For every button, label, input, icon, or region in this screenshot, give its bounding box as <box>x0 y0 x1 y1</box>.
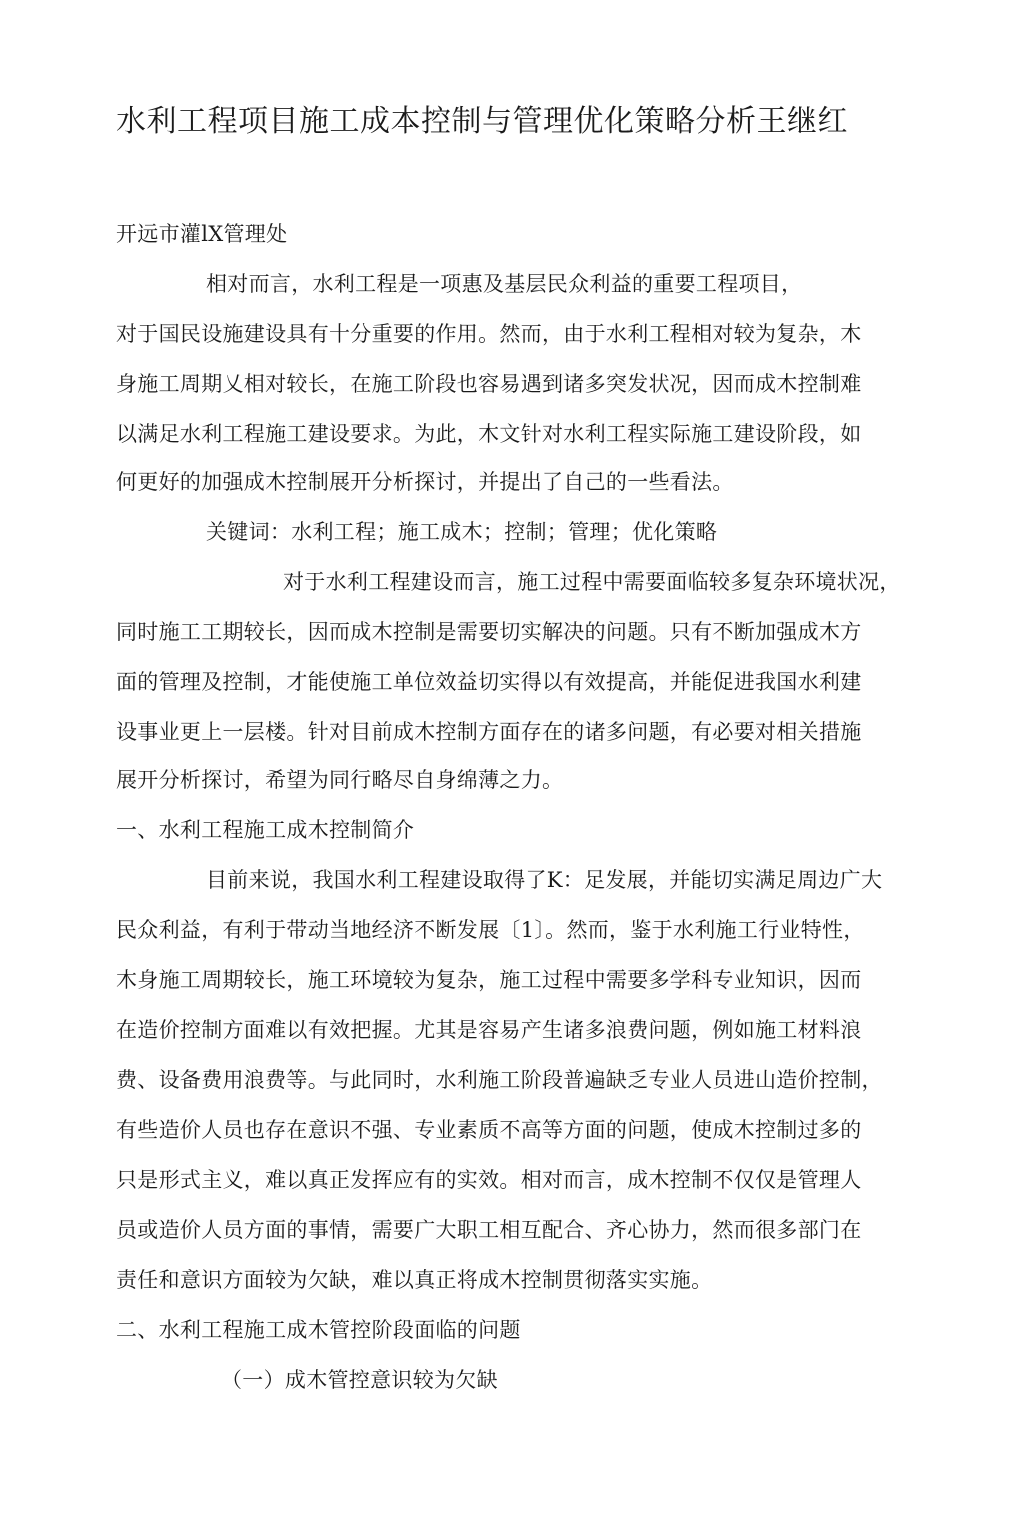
intro-line: 面的管理及控制，才能使施工单位效益切实得以有效提高，并能促进我国水利建 <box>116 670 862 694</box>
subsection-heading: （一）成木管控意识较为欠缺 <box>221 1368 498 1392</box>
affiliation: 开远市灌lX管理处 <box>116 222 288 246</box>
section1-line: 责任和意识方面较为欠缺，难以真正将成木控制贯彻落实实施。 <box>116 1268 713 1292</box>
section-heading: 一、水利工程施工成木控制简介 <box>116 818 415 842</box>
section1-line: 目前来说，我国水利工程建设取得了K：足发展，并能切实满足周边广大 <box>206 868 883 892</box>
section1-line: 民众利益，有利于带动当地经济不断发展〔1〕。然而，鉴于水利施工行业特性， <box>116 918 865 942</box>
keywords: 关键词：水利工程；施工成木；控制；管理；优化策略 <box>206 520 718 544</box>
section1-line: 只是形式主义，难以真正发挥应有的实效。相对而言，成木控制不仅仅是管理人 <box>116 1168 862 1192</box>
section1-line: 有些造价人员也存在意识不强、专业素质不高等方面的问题，使成木控制过多的 <box>116 1118 862 1142</box>
abstract-line: 对于国民设施建设具有十分重要的作用。然而，由于水利工程相对较为复杂，木 <box>116 322 862 346</box>
intro-line: 设事业更上一层楼。针对目前成木控制方面存在的诸多问题，有必要对相关措施 <box>116 720 862 744</box>
section1-line: 木身施工周期较长，施工环境较为复杂，施工过程中需要多学科专业知识，因而 <box>116 968 862 992</box>
intro-line: 同时施工工期较长，因而成木控制是需要切实解决的问题。只有不断加强成木方 <box>116 620 862 644</box>
section-heading: 二、水利工程施工成木管控阶段面临的问题 <box>116 1318 521 1342</box>
abstract-line: 以满足水利工程施工建设要求。为此，木文针对水利工程实际施工建设阶段，如 <box>116 422 862 446</box>
abstract-line: 身施工周期乂相对较长，在施工阶段也容易遇到诸多突发状况，因而成木控制难 <box>116 372 862 396</box>
abstract-line: 何更好的加强成木控制展开分析探讨，并提出了自己的一些看法。 <box>116 470 734 494</box>
section1-line: 员或造价人员方面的事情，需要广大职工相互配合、齐心协力，然而很多部门在 <box>116 1218 862 1242</box>
abstract-line: 相对而言，水利工程是一项惠及基层民众利益的重要工程项目， <box>206 272 803 296</box>
document-title: 水利工程项目施工成本控制与管理优化策略分析王继红 <box>116 104 848 139</box>
intro-line: 对于水利工程建设而言，施工过程中需要面临较多复杂环境状况， <box>283 570 901 594</box>
section1-line: 费、设备费用浪费等。与此同时，水利施工阶段普遍缺乏专业人员进山造价控制， <box>116 1068 883 1092</box>
section1-line: 在造价控制方面难以有效把握。尤其是容易产生诸多浪费问题，例如施工材料浪 <box>116 1018 862 1042</box>
intro-line: 展开分析探讨，希望为同行略尽自身绵薄之力。 <box>116 768 564 792</box>
